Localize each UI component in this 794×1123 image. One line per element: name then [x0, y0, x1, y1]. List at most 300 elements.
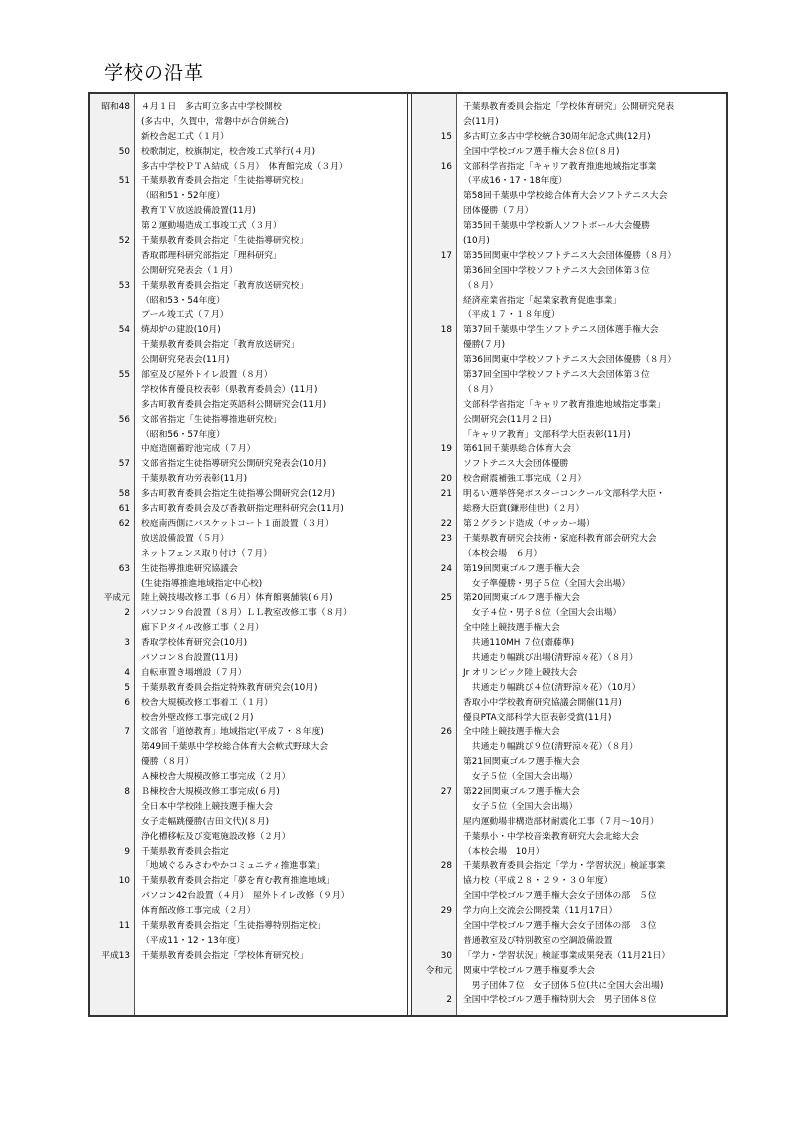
history-entry: 学校体育優良校表彰（県教育委員会）(11月)	[141, 384, 318, 395]
history-entry: 経済産業省指定「起業家教育促進事業」	[463, 295, 622, 306]
history-row	[90, 696, 407, 711]
history-entry: 男子団体７位 女子団体５位(共に全国大会出場)	[463, 980, 664, 991]
history-row	[90, 889, 407, 904]
page-title: 学校の沿革	[104, 62, 205, 84]
history-entry: （平成16・17・18年度）	[463, 176, 567, 187]
history-row	[412, 160, 726, 175]
history-entry: 全中陸上競技選手権大会	[463, 623, 560, 634]
history-year: 15	[440, 131, 452, 142]
history-row	[90, 353, 407, 368]
history-entry: 女子５位（全国大会出場）	[463, 801, 578, 812]
history-year	[90, 398, 135, 413]
history-row	[90, 845, 407, 860]
history-year: 昭和48	[101, 102, 130, 112]
history-year	[412, 398, 457, 413]
history-year: 令和元	[425, 965, 452, 976]
history-year	[90, 264, 135, 279]
history-row	[90, 606, 407, 621]
history-entry: 文部科学省指定「キャリア教育推進地域指定事業」	[463, 399, 666, 410]
history-year	[90, 294, 135, 309]
history-entry: 多古町立多古中学校統合30周年記念式典(12月)	[463, 131, 651, 142]
history-year	[90, 621, 135, 636]
history-year	[412, 368, 457, 383]
history-year	[90, 740, 135, 755]
history-row	[412, 591, 726, 606]
history-entry: 全国中学校ゴルフ選手権大会８位(８月)	[463, 146, 620, 157]
history-year	[412, 711, 457, 726]
history-row	[412, 502, 726, 517]
history-entry: 全国中学校ゴルフ選手権大会女子団体の部 ３位	[463, 920, 657, 931]
history-year: 63	[118, 563, 130, 574]
history-entry: 団体優勝（７月）	[463, 206, 534, 217]
history-row	[412, 547, 726, 562]
history-entry: 総務大臣賞(鎌形佳世)（２月）	[463, 504, 585, 515]
history-year: 7	[124, 727, 130, 738]
history-entry: 「学力・学習状況」検証事業成果発表（11月21日）	[463, 950, 671, 961]
history-year: 55	[118, 370, 130, 381]
history-year	[412, 219, 457, 234]
history-entry: 女子４位・男子８位（全国大会出場）	[463, 608, 622, 619]
history-entry: 千葉県教育委員会指定「夢を育む教育推進地域」	[141, 876, 335, 887]
history-row	[412, 934, 726, 949]
history-entry: 「キャリア教育」文部科学大臣表彰(11月)	[463, 429, 631, 440]
history-year	[412, 755, 457, 770]
history-row	[90, 368, 407, 383]
history-year	[412, 428, 457, 443]
history-row	[90, 591, 407, 606]
history-row	[412, 472, 726, 487]
history-entry: 校舎耐震補強工事完成（２月）	[463, 474, 587, 485]
history-row	[90, 621, 407, 636]
history-year	[412, 413, 457, 428]
history-row	[412, 800, 726, 815]
history-row	[90, 830, 407, 845]
history-entry: （本校会場 ６月）	[463, 548, 543, 559]
history-entry: 第37回全国中学校ソフトテニス大会団体第３位	[463, 370, 650, 381]
history-row	[90, 174, 407, 189]
history-entry: 体育館改修工事完成（２月）	[141, 906, 256, 917]
history-year	[90, 859, 135, 874]
history-entry: 校歌制定，校旗制定，校舎竣工式挙行(４月)	[141, 146, 316, 157]
history-row	[412, 174, 726, 189]
history-row	[412, 711, 726, 726]
history-row	[90, 547, 407, 562]
history-year: 平成13	[101, 950, 130, 961]
history-entry: 優良PTA文部科学大臣表彰受賞(11月)	[463, 712, 612, 723]
left-column	[90, 94, 407, 1015]
history-row	[90, 904, 407, 919]
history-entry: 千葉県教育委員会指定	[141, 846, 229, 857]
history-entry: 共通走り幅跳び９位(清野涼々花）（８月）	[463, 742, 638, 753]
history-entry: 多古町教育委員会指定生徒指導公開研究会(12月)	[141, 489, 335, 500]
history-entry: 千葉県教育委員会指定「生徒指導研究校」	[141, 176, 309, 187]
history-year: 8	[124, 786, 130, 797]
history-year: 17	[440, 250, 452, 261]
history-year	[412, 502, 457, 517]
history-row	[412, 681, 726, 696]
history-entry: 新校舎起工式（１月）	[141, 131, 229, 142]
history-row	[412, 830, 726, 845]
history-entry: パソコン８台設置(11月)	[141, 652, 239, 663]
history-row	[90, 636, 407, 651]
history-year: 54	[118, 325, 130, 336]
history-entry: 多古町教育委員会指定英語科公開研究会(11月)	[141, 399, 327, 410]
history-row	[412, 666, 726, 681]
right-rows	[412, 100, 726, 1008]
history-year	[90, 219, 135, 234]
history-entry: 第19回関東ゴルフ選手権大会	[463, 563, 580, 574]
history-entry: 文部科学省指定「キャリア教育推進地域指定事業	[463, 161, 657, 172]
history-entry: 共通走り幅跳び４位(清野涼々花）（10月）	[463, 682, 641, 693]
history-year	[412, 204, 457, 219]
history-year: 53	[118, 280, 130, 291]
history-row	[412, 279, 726, 294]
history-entry: パソコン９台設置（８月）ＬＬ教室改修工事（８月）	[141, 608, 352, 619]
history-row	[412, 383, 726, 398]
history-row	[412, 621, 726, 636]
history-year: 2	[446, 995, 452, 1006]
history-entry: 陸上競技場改修工事（６月）体育館裏舗装(６月)	[141, 593, 333, 604]
history-entry: Ｂ棟校舎大規模改修工事完成(６月)	[141, 786, 280, 797]
history-row	[412, 353, 726, 368]
history-year: 4	[124, 667, 130, 678]
history-year	[412, 457, 457, 472]
history-entry: （昭和56・57年度）	[141, 429, 225, 440]
history-entry: 女子走幅跳優勝(吉田文代)(８月)	[141, 816, 270, 827]
history-year	[412, 919, 457, 934]
history-year	[412, 264, 457, 279]
history-year: 50	[118, 146, 130, 157]
history-entry: 千葉県教育功労表彰(11月)	[141, 474, 248, 485]
history-year	[90, 934, 135, 949]
history-row	[412, 651, 726, 666]
history-row	[412, 368, 726, 383]
history-row	[412, 487, 726, 502]
history-year	[412, 279, 457, 294]
history-entry: 多古町教育委員会及び香教研指定理科研究会(11月)	[141, 504, 344, 515]
history-row	[412, 979, 726, 994]
history-row	[90, 264, 407, 279]
history-row	[412, 234, 726, 249]
history-row	[90, 949, 407, 964]
history-entry: 千葉県小・中学校音楽教育研究大会北総大会	[463, 831, 639, 842]
history-entry: 千葉県教育委員会指定特殊教育研究会(10月)	[141, 682, 318, 693]
history-row	[90, 517, 407, 532]
history-row	[412, 845, 726, 860]
history-entry: ソフトテニス大会団体優勝	[463, 459, 569, 470]
history-year: 25	[440, 593, 452, 604]
history-year	[90, 815, 135, 830]
history-entry: （昭和51・52年度）	[141, 191, 225, 202]
history-year: 61	[118, 504, 130, 515]
history-row	[412, 338, 726, 353]
history-year: 23	[440, 533, 452, 544]
history-entry: 浄化槽移転及び変電施設改修（２月）	[141, 831, 291, 842]
history-entry: 「地域ぐるみさわやかコミュニティ推進事業」	[141, 861, 325, 872]
history-entry: 優勝（８月）	[141, 757, 194, 768]
history-entry: 香取郡理科研究部指定「理科研究」	[141, 250, 282, 261]
history-entry: 第21回関東ゴルフ選手権大会	[463, 757, 580, 768]
history-entry: 多古中学校ＰＴＡ結成（５月） 体育館完成（３月）	[141, 161, 348, 172]
history-year	[412, 353, 457, 368]
history-year: 平成元	[103, 593, 130, 604]
history-row	[412, 874, 726, 889]
history-year: 21	[440, 489, 452, 500]
history-entry: 校舎大規模改修工事着工（１月）	[141, 697, 273, 708]
history-entry: 自転車置き場増設（７月）	[141, 667, 247, 678]
history-entry: （平成11・12・13年度）	[141, 935, 245, 946]
history-entry: （昭和53・54年度）	[141, 295, 225, 306]
history-entry: 共通110MH ７位(齋藤準)	[463, 638, 575, 649]
history-row	[412, 755, 726, 770]
history-entry: 女子準優勝・男子５位（全国大会出場）	[463, 578, 631, 589]
history-row	[412, 577, 726, 592]
history-row	[90, 234, 407, 249]
history-year: 24	[440, 563, 452, 574]
history-entry: 廊下Ｐタイル改修工事（２月）	[141, 623, 264, 634]
history-year	[412, 308, 457, 323]
history-year	[412, 338, 457, 353]
history-row	[412, 457, 726, 472]
history-entry: 第22回関東ゴルフ選手権大会	[463, 786, 580, 797]
history-year: 28	[440, 861, 452, 872]
history-year	[412, 874, 457, 889]
history-row	[90, 145, 407, 160]
history-year	[412, 606, 457, 621]
history-row	[412, 145, 726, 160]
history-entry: (生徒指導推進地域指定中心校)	[141, 578, 263, 589]
history-row	[90, 711, 407, 726]
history-year: 5	[124, 682, 130, 693]
history-year	[90, 130, 135, 145]
left-rows	[90, 100, 407, 964]
history-year: 52	[118, 236, 130, 247]
history-entry: 第61回千葉県総合体育大会	[463, 444, 571, 455]
history-year	[412, 577, 457, 592]
history-entry: 生徒指導推進研究協議会	[141, 563, 238, 574]
history-row	[412, 696, 726, 711]
history-row	[412, 606, 726, 621]
history-row	[90, 740, 407, 755]
history-year	[412, 383, 457, 398]
history-entry: ４月１日 多古町立多古中学校開校	[141, 102, 282, 112]
history-year	[90, 711, 135, 726]
history-year	[412, 696, 457, 711]
history-entry: 第２グランド造成（サッカー場）	[463, 518, 595, 529]
history-year	[412, 815, 457, 830]
history-year: 51	[118, 176, 130, 187]
history-year	[90, 472, 135, 487]
history-row	[412, 428, 726, 443]
history-entry: （本校会場 10月）	[463, 846, 545, 857]
history-row	[90, 859, 407, 874]
history-year: 18	[440, 325, 452, 336]
history-row	[90, 874, 407, 889]
history-entry: 第２運動場造成工事竣工式（３月）	[141, 221, 282, 232]
history-row	[90, 562, 407, 577]
history-year: 29	[440, 906, 452, 917]
history-year	[90, 383, 135, 398]
history-row	[90, 934, 407, 949]
history-row	[90, 457, 407, 472]
history-entry: 千葉県教育委員会指定「学力・学習状況」検証事業	[463, 861, 666, 872]
history-row	[412, 442, 726, 457]
history-year	[412, 174, 457, 189]
history-entry: Ａ棟校舎大規模改修工事完成（２月）	[141, 772, 291, 783]
history-year	[90, 338, 135, 353]
history-entry: 香取学校体育研究会(10月)	[141, 638, 248, 649]
history-year	[90, 353, 135, 368]
history-entry: 第37回千葉県中学生ソフトテニス団体選手権大会	[463, 325, 659, 336]
history-entry: 教育ＴＶ放送設備設置(11月)	[141, 206, 256, 217]
history-entry: 全日本中学校陸上競技選手権大会	[141, 801, 273, 812]
history-row	[90, 577, 407, 592]
history-entry: 明るい選挙啓発ポスターコンクール文部科学大臣・	[463, 489, 665, 500]
history-entry: 千葉県教育委員会指定「学校体育研究」公開研究発表	[463, 102, 675, 112]
history-row	[412, 189, 726, 204]
history-year	[412, 547, 457, 562]
history-entry: （８月）	[463, 280, 499, 291]
history-row	[90, 815, 407, 830]
history-row	[90, 100, 407, 115]
history-year	[412, 845, 457, 860]
history-entry: 文部省指定生徒指導研究公開研究発表会(10月)	[141, 459, 327, 470]
history-entry: 公開研究発表会(11月)	[141, 355, 230, 366]
history-year	[412, 621, 457, 636]
history-row	[412, 517, 726, 532]
history-row	[412, 949, 726, 964]
history-row	[412, 815, 726, 830]
history-entry: 第36回関東中学校ソフトテニス大会団体優勝（８月）	[463, 355, 677, 366]
history-year: 11	[118, 920, 130, 931]
history-row	[90, 204, 407, 219]
history-year	[90, 308, 135, 323]
history-year	[90, 800, 135, 815]
history-row	[412, 294, 726, 309]
history-entry: 優勝(７月)	[463, 340, 506, 351]
history-year	[90, 651, 135, 666]
history-year	[412, 681, 457, 696]
history-entry: （平成１７・１８年度）	[463, 310, 560, 321]
history-year	[412, 800, 457, 815]
history-year	[90, 755, 135, 770]
history-year	[90, 904, 135, 919]
history-year	[412, 115, 457, 130]
history-row	[90, 487, 407, 502]
history-year: 58	[118, 489, 130, 500]
history-year	[412, 889, 457, 904]
history-entry: 全国中学校ゴルフ選手権特別大会 男子団体８位	[463, 995, 657, 1006]
history-year: 20	[440, 474, 452, 485]
history-row	[90, 130, 407, 145]
history-entry: 中庭造園蓄貯池完成（７月）	[141, 444, 256, 455]
history-year	[90, 428, 135, 443]
history-entry: 全国中学校ゴルフ選手権大会女子団体の部 ５位	[463, 891, 657, 902]
history-entry: 第35回関東中学校ソフトテニス大会団体優勝（８月）	[463, 250, 677, 261]
history-row	[412, 859, 726, 874]
history-year	[412, 934, 457, 949]
history-year: 2	[124, 608, 130, 619]
history-year	[412, 636, 457, 651]
history-year	[412, 740, 457, 755]
history-entry: 放送設備設置（５月）	[141, 533, 229, 544]
history-year	[90, 160, 135, 175]
history-row	[412, 636, 726, 651]
history-entry: 香取小中学校教育研究協議会開催(11月)	[463, 697, 622, 708]
history-entry: 千葉県教育委員会指定「教育放送研究校」	[141, 280, 309, 291]
history-entry: 女子５位（全国大会出場）	[463, 772, 578, 783]
history-row	[412, 532, 726, 547]
history-entry: 学力向上交流会公開授業（11月17日）	[463, 906, 618, 917]
history-year	[90, 577, 135, 592]
history-row	[90, 383, 407, 398]
history-row	[90, 428, 407, 443]
history-entry: 屋内運動場非構造部材耐震化工事（７月～10月）	[463, 816, 659, 827]
right-column	[412, 94, 726, 1015]
history-year: 62	[118, 518, 130, 529]
history-entry: 公開研究発表会（１月）	[141, 265, 238, 276]
history-year: 19	[440, 444, 452, 455]
history-year	[412, 770, 457, 785]
history-row	[412, 249, 726, 264]
history-year	[90, 442, 135, 457]
history-row	[412, 204, 726, 219]
history-entry: 共通走り幅跳び出場(清野涼々花）（８月）	[463, 652, 638, 663]
history-entry: 会(11月)	[463, 116, 499, 127]
history-year	[412, 145, 457, 160]
history-year: 30	[440, 950, 452, 961]
history-year	[412, 830, 457, 845]
history-year	[412, 666, 457, 681]
history-year	[90, 204, 135, 219]
history-row	[412, 219, 726, 234]
history-entry: 校庭南西側にバスケットコート１面設置（３月）	[141, 518, 334, 529]
history-row	[90, 532, 407, 547]
history-entry: 第35回千葉県中学校新人ソフトボール大会優勝	[463, 221, 650, 232]
history-row	[412, 740, 726, 755]
history-year: 57	[118, 459, 130, 470]
history-entry: 焼却炉の建設(10月)	[141, 325, 221, 336]
history-year	[90, 830, 135, 845]
history-row	[412, 904, 726, 919]
history-entry: 文部省「道徳教育」地域指定(平成７・８年度)	[141, 727, 324, 738]
history-entry: 文部省指定「生徒指導推進研究校」	[141, 414, 282, 425]
history-entry: （８月）	[463, 384, 499, 395]
history-year	[90, 249, 135, 264]
history-row	[90, 308, 407, 323]
history-row	[90, 919, 407, 934]
history-year: 27	[440, 786, 452, 797]
history-entry: 第58回千葉県中学校総合体育大会ソフトテニス大会	[463, 191, 668, 202]
history-entry: 第49回千葉県中学校総合体育大会軟式野球大会	[141, 742, 329, 753]
history-row	[412, 964, 726, 979]
history-row	[412, 115, 726, 130]
history-row	[90, 502, 407, 517]
history-entry: 関東中学校ゴルフ選手権夏季大会	[463, 965, 595, 976]
history-row	[90, 442, 407, 457]
history-entry: 千葉県教育研究会技術・家庭科教育部会研究大会	[463, 533, 657, 544]
history-year	[90, 115, 135, 130]
history-entry: 千葉県教育委員会指定「学校体育研究校」	[141, 950, 309, 961]
history-entry: 全中陸上競技選手権大会	[463, 727, 560, 738]
history-entry: 協力校（平成２８・２９・３０年度）	[463, 876, 613, 887]
history-entry: 第20回関東ゴルフ選手権大会	[463, 593, 580, 604]
history-row	[412, 993, 726, 1008]
history-entry: ネットフェンス取り付け（７月）	[141, 548, 272, 559]
history-entry: パソコン42台設置（４月） 屋外トイレ改修（９月）	[141, 891, 350, 902]
history-row	[412, 562, 726, 577]
history-row	[90, 681, 407, 696]
